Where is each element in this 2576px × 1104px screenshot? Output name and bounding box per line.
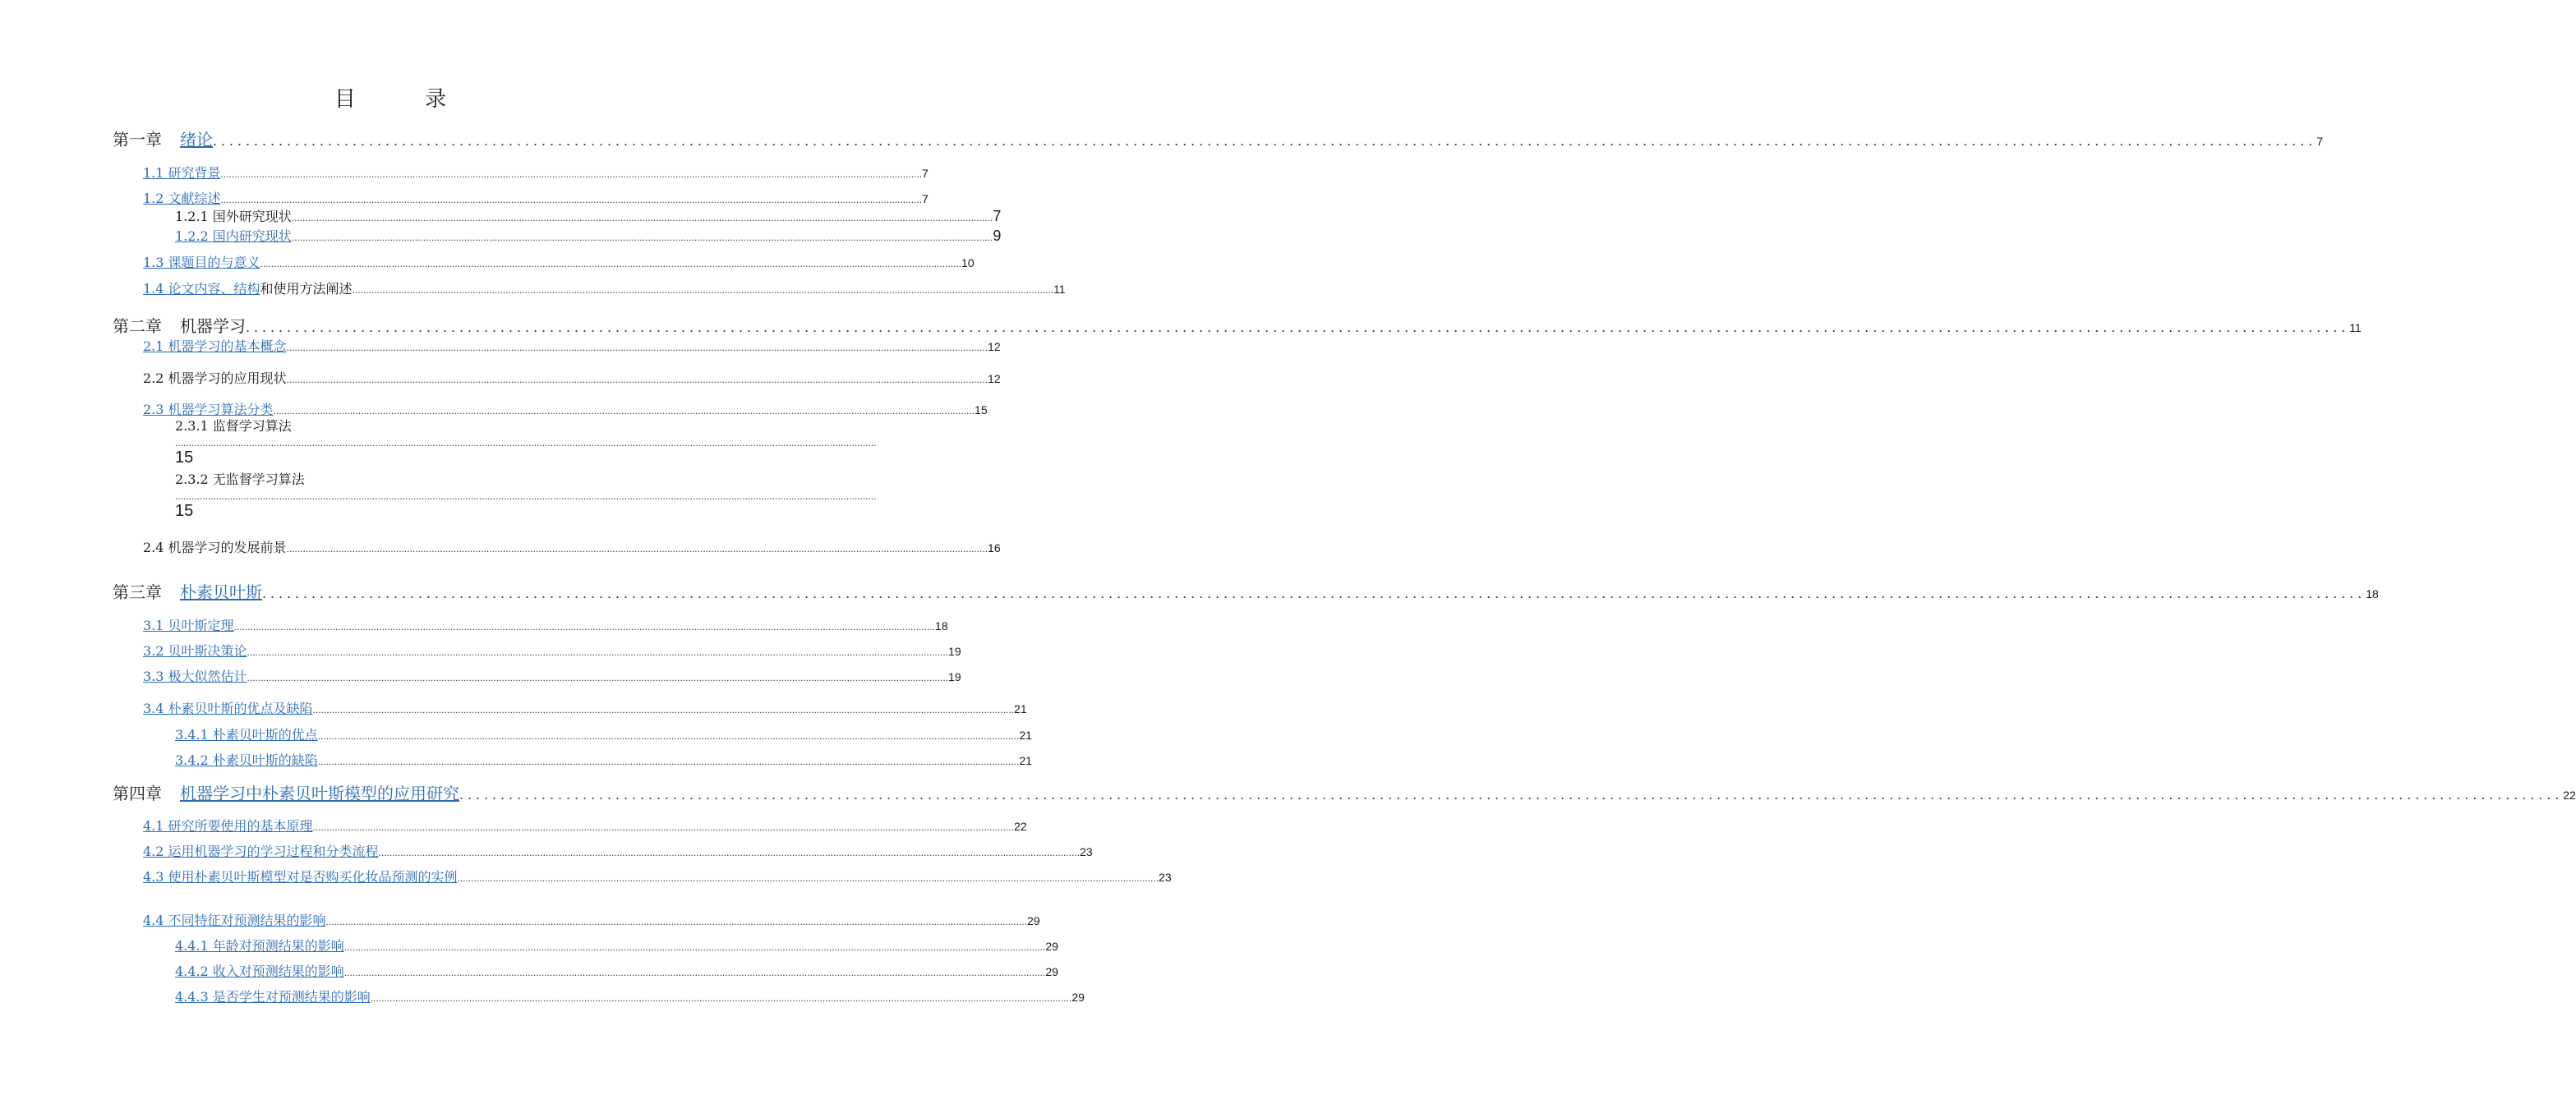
toc-section-4-4-3[interactable]: [175, 987, 1085, 1005]
toc-section-3-4-2[interactable]: [175, 750, 1032, 769]
page-number: 15: [175, 502, 194, 520]
toc-section-3-3[interactable]: [143, 666, 961, 685]
dot-leader: ................................................................................................................................................................................................................................................................: [233, 621, 936, 632]
dot-leader: ................................................................................................................................................................................................................................................................: [312, 704, 1015, 715]
dot-leader: ................................................................................................................................................................................................................................................................: [459, 786, 2564, 803]
page-number: 29: [1045, 965, 1058, 978]
toc-section-3-1[interactable]: [143, 615, 948, 634]
chapter-label: 第二章: [113, 316, 162, 336]
chapter-title-link[interactable]: 机器学习中朴素贝叶斯模型的应用研究: [180, 784, 459, 803]
page-number: 11: [1053, 283, 1066, 296]
dot-leader: ................................................................................................................................................................................................................................................................: [262, 585, 2366, 601]
page-number: 22: [2563, 789, 2576, 802]
page-number: 23: [1159, 871, 1172, 884]
section-link[interactable]: 4.4 不同特征对预测结果的影响: [143, 913, 326, 928]
section-link[interactable]: 3.1 贝叶斯定理: [143, 618, 234, 633]
page-number: 29: [1071, 991, 1085, 1004]
toc-section-2-4[interactable]: [143, 537, 1001, 556]
toc-section-1-4[interactable]: [143, 278, 1066, 297]
toc-section-4-4[interactable]: [143, 910, 1040, 929]
dot-leader: ................................................................................................................................................................................................................................................................: [286, 342, 988, 353]
dot-leader: ................................................................................................................................................................................................................................................................: [247, 646, 949, 658]
page-number: 18: [2366, 587, 2379, 600]
section-text: 2.4 机器学习的发展前景: [143, 540, 287, 555]
section-link[interactable]: 4.4.2 收入对预测结果的影响: [175, 964, 344, 979]
section-link[interactable]: 1.2 文献综述: [143, 191, 221, 206]
section-link[interactable]: 1.1 研究背景: [143, 165, 221, 181]
toc-section-1-1[interactable]: [143, 163, 929, 182]
section-link[interactable]: 4.4.3 是否学生对预测结果的影响: [175, 989, 371, 1005]
dot-leader: ................................................................................................................................................................................................................................................................: [286, 543, 988, 554]
toc-section-1-2-1[interactable]: [175, 206, 1002, 225]
section-link[interactable]: 1.3 课题目的与意义: [143, 255, 260, 270]
section-link[interactable]: 4.1 研究所要使用的基本原理: [143, 818, 313, 834]
section-link[interactable]: 4.4.1 年龄对预测结果的影响: [175, 938, 344, 954]
dot-leader: ................................................................................................................................................................................................................................................................: [175, 490, 877, 502]
dot-leader: ................................................................................................................................................................................................................................................................: [247, 672, 949, 683]
section-link[interactable]: 3.4.1 朴素贝叶斯的优点: [175, 727, 318, 743]
page-number: 7: [922, 167, 929, 180]
dot-leader: ................................................................................................................................................................................................................................................................: [370, 992, 1072, 1004]
toc-section-4-2[interactable]: [143, 841, 1093, 860]
section-text: 2.3.2 无监督学习算法: [175, 472, 305, 487]
section-text: 1.2.1 国外研究现状: [175, 209, 292, 224]
page-number: 11: [2349, 321, 2362, 334]
page-number: 15: [175, 448, 194, 467]
page-number: 7: [2316, 135, 2324, 148]
page-title: 目 录: [334, 87, 478, 112]
section-text: 2.2 机器学习的应用现状: [143, 370, 287, 386]
dot-leader: ................................................................................................................................................................................................................................................................: [317, 730, 1020, 742]
page-number: 19: [948, 670, 961, 683]
dot-leader: ................................................................................................................................................................................................................................................................: [343, 967, 1046, 978]
dot-leader: ................................................................................................................................................................................................................................................................: [312, 821, 1015, 833]
dot-leader: ................................................................................................................................................................................................................................................................: [352, 284, 1054, 296]
toc-chapter-3[interactable]: [113, 579, 2379, 603]
toc-section-1-2-2[interactable]: [175, 226, 1002, 245]
page-number: 21: [1014, 702, 1027, 715]
toc-section-3-2[interactable]: [143, 641, 961, 660]
dot-leader: ................................................................................................................................................................................................................................................................: [291, 212, 993, 223]
page-number: 16: [988, 541, 1001, 554]
page-number: 12: [988, 372, 1001, 385]
toc-section-2-3-2[interactable]: [175, 469, 877, 521]
section-text: 2.3.1 监督学习算法: [175, 418, 292, 434]
page-number: 7: [993, 208, 1002, 224]
dot-leader: ................................................................................................................................................................................................................................................................: [286, 374, 988, 385]
page-number: 9: [993, 228, 1002, 244]
chapter-title: 机器学习: [180, 316, 246, 336]
dot-leader: ................................................................................................................................................................................................................................................................: [246, 319, 2350, 335]
section-link[interactable]: 2.1 机器学习的基本概念: [143, 338, 287, 354]
chapter-label: 第一章: [113, 130, 162, 150]
dot-leader: ................................................................................................................................................................................................................................................................: [325, 916, 1028, 927]
toc-section-2-1[interactable]: [143, 336, 1001, 355]
toc-section-4-3[interactable]: [143, 867, 1172, 886]
page-number: 22: [1014, 820, 1027, 833]
section-link[interactable]: 3.4.2 朴素贝叶斯的缺陷: [175, 752, 318, 768]
dot-leader: ................................................................................................................................................................................................................................................................: [220, 168, 923, 180]
page-number: 21: [1019, 729, 1032, 742]
dot-leader: ................................................................................................................................................................................................................................................................: [273, 405, 975, 416]
toc-section-1-3[interactable]: [143, 252, 975, 271]
page-number: 21: [1019, 754, 1032, 767]
toc-section-4-1[interactable]: [143, 816, 1027, 835]
dot-leader: ................................................................................................................................................................................................................................................................: [317, 756, 1020, 767]
page-number: 29: [1027, 914, 1040, 927]
section-link[interactable]: 4.3 使用朴素贝叶斯模型对是否购买化妆品预测的实例: [143, 869, 458, 885]
dot-leader: ................................................................................................................................................................................................................................................................: [260, 258, 962, 269]
page-number: 7: [922, 192, 929, 205]
section-link[interactable]: 2.3 机器学习算法分类: [143, 402, 274, 417]
page-number: 12: [988, 340, 1001, 353]
toc-section-4-4-2[interactable]: [175, 961, 1058, 980]
chapter-label: 第四章: [113, 784, 162, 803]
page-number: 10: [961, 256, 975, 269]
chapter-label: 第三章: [113, 582, 162, 602]
toc-chapter-4[interactable]: [113, 780, 2576, 804]
dot-leader: ................................................................................................................................................................................................................................................................: [378, 847, 1081, 858]
page-number: 19: [948, 645, 961, 658]
section-link[interactable]: 3.2 贝叶斯决策论: [143, 643, 247, 659]
section-link[interactable]: 3.3 极大似然估计: [143, 669, 247, 684]
toc-section-1-2[interactable]: [143, 188, 929, 207]
toc-section-3-4[interactable]: [143, 698, 1027, 717]
dot-leader: ................................................................................................................................................................................................................................................................: [291, 232, 993, 243]
page-number: 18: [935, 619, 948, 632]
section-link[interactable]: 1.2.2 国内研究现状: [175, 228, 292, 244]
toc-section-2-3-1[interactable]: [175, 416, 877, 467]
dot-leader: ................................................................................................................................................................................................................................................................: [343, 941, 1046, 953]
toc-chapter-2[interactable]: [113, 313, 2362, 337]
dot-leader: ................................................................................................................................................................................................................................................................: [175, 437, 877, 448]
toc-chapter-1[interactable]: [113, 126, 2324, 150]
page-number: 23: [1080, 845, 1093, 858]
page-number: 15: [975, 403, 988, 416]
chapter-title-link[interactable]: 绪论: [180, 130, 213, 150]
toc-section-4-4-1[interactable]: [175, 936, 1058, 954]
section-link[interactable]: 1.4 论文内容、结构: [143, 281, 260, 297]
toc-section-3-4-1[interactable]: [175, 724, 1032, 743]
section-link[interactable]: 4.2 运用机器学习的学习过程和分类流程: [143, 844, 379, 859]
chapter-title-link[interactable]: 朴素贝叶斯: [180, 582, 262, 602]
page-number: 29: [1045, 940, 1058, 953]
dot-leader: ................................................................................................................................................................................................................................................................: [213, 132, 2317, 149]
section-link[interactable]: 3.4 朴素贝叶斯的优点及缺陷: [143, 701, 313, 716]
section-text-extra: 和使用方法阐述: [260, 281, 353, 297]
toc-section-2-2[interactable]: [143, 368, 1001, 387]
dot-leader: ................................................................................................................................................................................................................................................................: [457, 872, 1159, 884]
dot-leader: ................................................................................................................................................................................................................................................................: [220, 194, 923, 205]
